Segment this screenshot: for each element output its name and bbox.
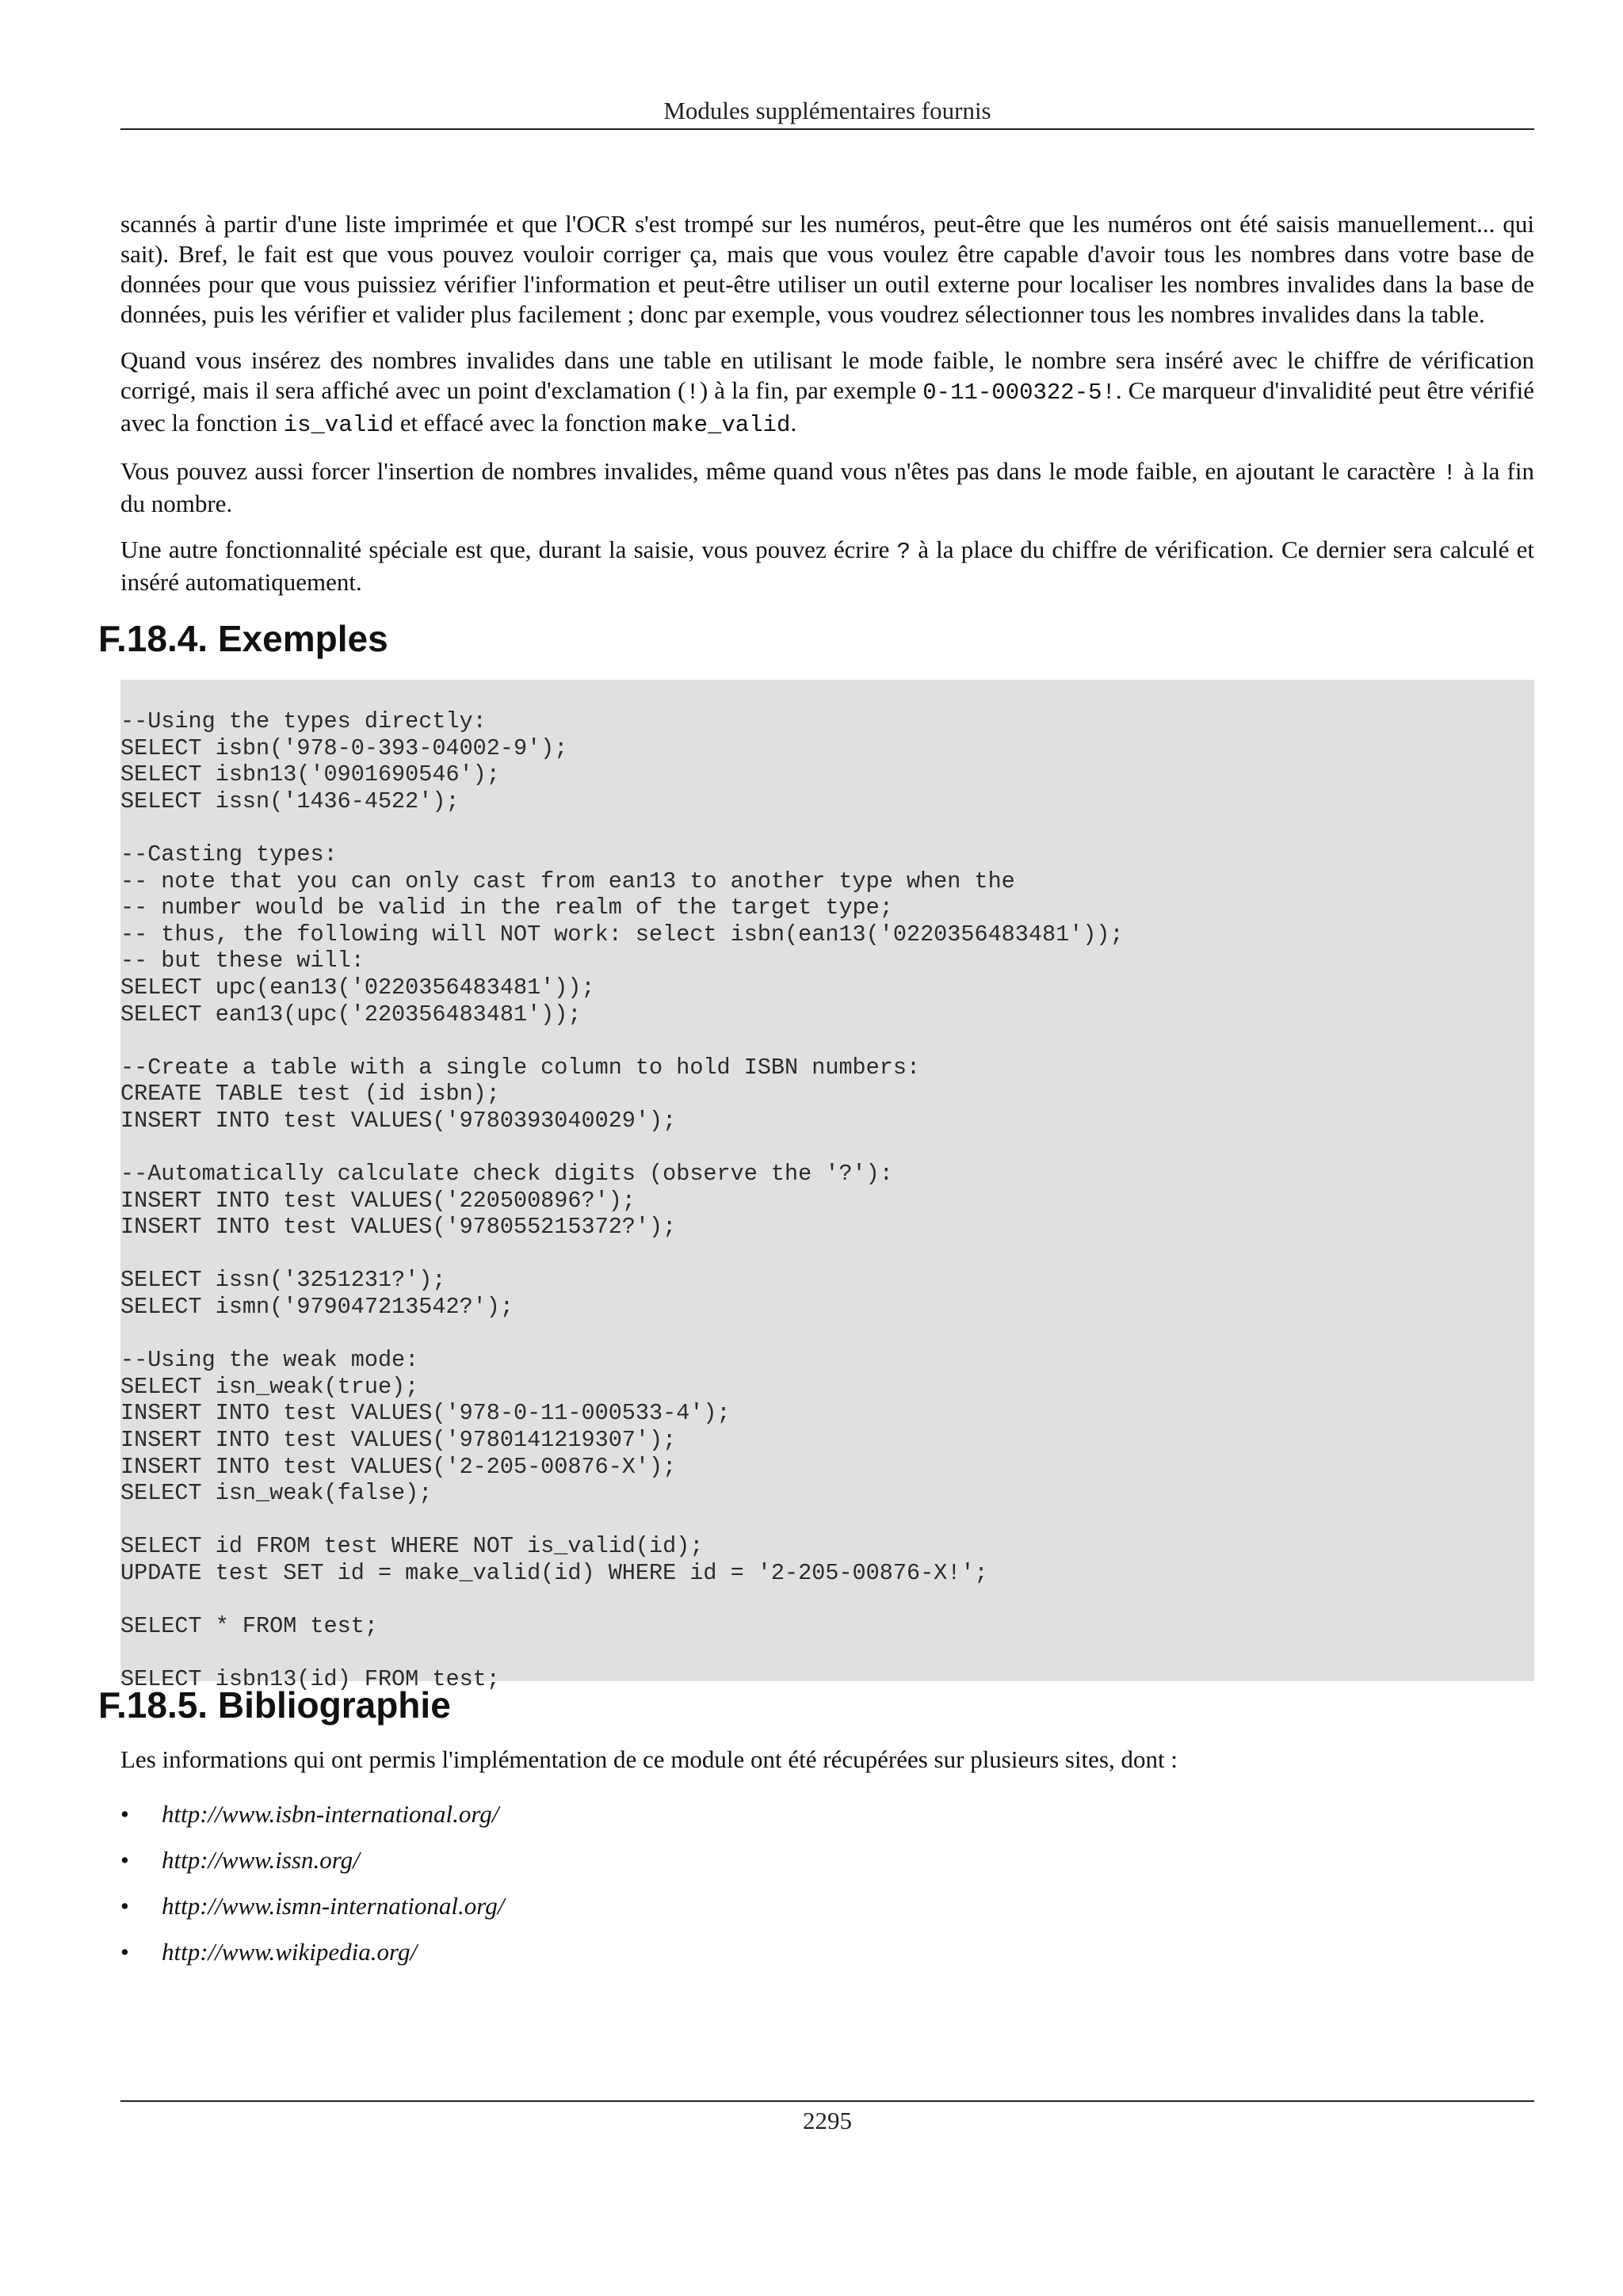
text-segment: à la fin du nombre. (120, 457, 1534, 517)
code-line: -- thus, the following will NOT work: select isbn(ean13('0220356483481')); (120, 921, 1124, 948)
code-line: SELECT id FROM test WHERE NOT is_valid(id); (120, 1533, 704, 1560)
page-number: 2295 (803, 2107, 852, 2134)
code-line (120, 1321, 1534, 1348)
code-line (120, 814, 1534, 841)
code-line (120, 1241, 1534, 1268)
code-line: -- but these will: (120, 948, 365, 974)
code-line: SELECT issn('1436-4522'); (120, 788, 460, 814)
list-item (120, 1937, 1534, 1967)
code-line: -- note that you can only cast from ean13 to another type when the (120, 868, 1015, 894)
code-line: SELECT isbn13(id) FROM test; (120, 1666, 500, 1693)
page-content (98, 209, 1534, 1983)
paragraph-text: scannés à partir d'une liste imprimée et que l'OCR s'est trompé sur les numéros, peut-être que les numéros ont été saisis manuellement... qui sait). Bref, le fait est que vous pouvez vouloir corriger ça, mais que vous voulez être capable d'avoir tous les nombres dans votre base de données pour que vous puissiez vérifier l'information et peut-être utiliser un outil externe pour localiser les nombres invalides dans la base de données, puis les vérifier et valider plus facilement ; donc par exemple, vous voudrez sélectionner tous les nombres invalides dans la table. (120, 210, 1534, 328)
code-line: SELECT issn('3251231?'); (120, 1267, 446, 1294)
section-title-bibliography: F.18.5. Bibliographie (98, 1684, 451, 1726)
url-list (120, 1799, 1534, 1967)
code-line (120, 1028, 1534, 1055)
code-line: -- number would be valid in the realm of the target type; (120, 894, 893, 921)
inline-code: is_valid (283, 412, 394, 438)
paragraph-weak-mode (120, 345, 1534, 441)
url-link[interactable]: http://www.issn.org/ (162, 1846, 360, 1874)
code-line (120, 1135, 1534, 1161)
list-item (120, 1891, 1534, 1921)
bullet-icon: • (120, 1938, 129, 1966)
list-item (120, 1799, 1534, 1829)
code-line: SELECT isn_weak(true); (120, 1373, 419, 1400)
inline-code: 0-11-000322-5! (922, 379, 1116, 406)
section-title-examples: F.18.4. Exemples (98, 618, 388, 659)
text-segment: Une autre fonctionnalité spéciale est que, durant la saisie, vous pouvez écrire (120, 536, 897, 563)
text-segment: Quand vous insérez des nombres invalides dans une table en utilisant le mode faible, le nombre sera inséré avec le chiffre de vérification corrigé, mais il sera affiché avec un point d'exclamation ( (120, 346, 1534, 404)
bibliography-intro: Les informations qui ont permis l'implémentation de ce module ont été récupérées sur plusieurs sites, dont : (120, 1745, 1178, 1773)
code-line: SELECT isbn13('0901690546'); (120, 761, 500, 788)
code-line: SELECT isbn('978-0-393-04002-9'); (120, 734, 568, 761)
code-line (120, 1640, 1534, 1667)
text-segment: et effacé avec la fonction (393, 409, 653, 437)
code-line: --Create a table with a single column to hold ISBN numbers: (120, 1054, 921, 1081)
code-line: INSERT INTO test VALUES('978-0-11-000533-4'); (120, 1400, 731, 1427)
url-link[interactable]: http://www.wikipedia.org/ (162, 1938, 418, 1966)
code-block (120, 680, 1534, 1693)
url-link[interactable]: http://www.ismn-international.org/ (162, 1892, 505, 1920)
text-segment: ) à la fin, par exemple (699, 376, 923, 404)
code-line: INSERT INTO test VALUES('220500896?'); (120, 1187, 636, 1214)
text-segment: . Ce marqueur d'invalidité peut être vérifié avec la fonction (120, 376, 1534, 437)
inline-code: ? (896, 539, 911, 565)
inline-code: make_valid (652, 412, 791, 438)
code-line: --Casting types: (120, 841, 338, 868)
code-line: SELECT ean13(upc('220356483481')); (120, 1001, 582, 1028)
code-line: --Using the weak mode: (120, 1347, 419, 1374)
header-title: Modules supplémentaires fournis (663, 97, 991, 124)
list-item (120, 1845, 1534, 1875)
code-line: SELECT * FROM test; (120, 1613, 378, 1640)
url-link[interactable]: http://www.isbn-international.org/ (162, 1800, 499, 1828)
code-line (120, 1587, 1534, 1614)
code-line: INSERT INTO test VALUES('9780141219307'); (120, 1427, 677, 1454)
paragraph-force-insert (120, 456, 1534, 519)
inline-code: ! (685, 379, 700, 406)
inline-code: ! (1442, 460, 1457, 486)
code-line: --Using the types directly: (120, 708, 487, 734)
bullet-icon: • (120, 1846, 129, 1874)
code-line: SELECT ismn('979047213542?'); (120, 1294, 514, 1321)
text-segment: à la place du chiffre de vérification. Ce dernier sera calculé et inséré automatiquement. (120, 536, 1534, 596)
code-line: UPDATE test SET id = make_valid(id) WHERE id = '2-205-00876-X!'; (120, 1560, 988, 1586)
bullet-icon: • (120, 1800, 129, 1828)
code-line: INSERT INTO test VALUES('978055215372?'); (120, 1214, 677, 1241)
code-line: INSERT INTO test VALUES('9780393040029'); (120, 1107, 677, 1134)
text-segment: . (790, 409, 797, 437)
page-footer (120, 2100, 1534, 2138)
code-line: SELECT isn_weak(false); (120, 1480, 433, 1507)
code-line: SELECT upc(ean13('0220356483481')); (120, 974, 595, 1001)
paragraph-ocr-context (120, 209, 1534, 330)
code-line: --Automatically calculate check digits (observe the '?'): (120, 1161, 893, 1188)
code-line (120, 1507, 1534, 1534)
text-segment: Vous pouvez aussi forcer l'insertion de nombres invalides, même quand vous n'êtes pas dans le mode faible, en ajoutant le caractère (120, 457, 1443, 485)
code-line: INSERT INTO test VALUES('2-205-00876-X'); (120, 1453, 677, 1480)
page-header (120, 93, 1534, 130)
code-line: CREATE TABLE test (id isbn); (120, 1081, 500, 1108)
paragraph-check-digit (120, 535, 1534, 597)
bullet-icon: • (120, 1892, 129, 1920)
